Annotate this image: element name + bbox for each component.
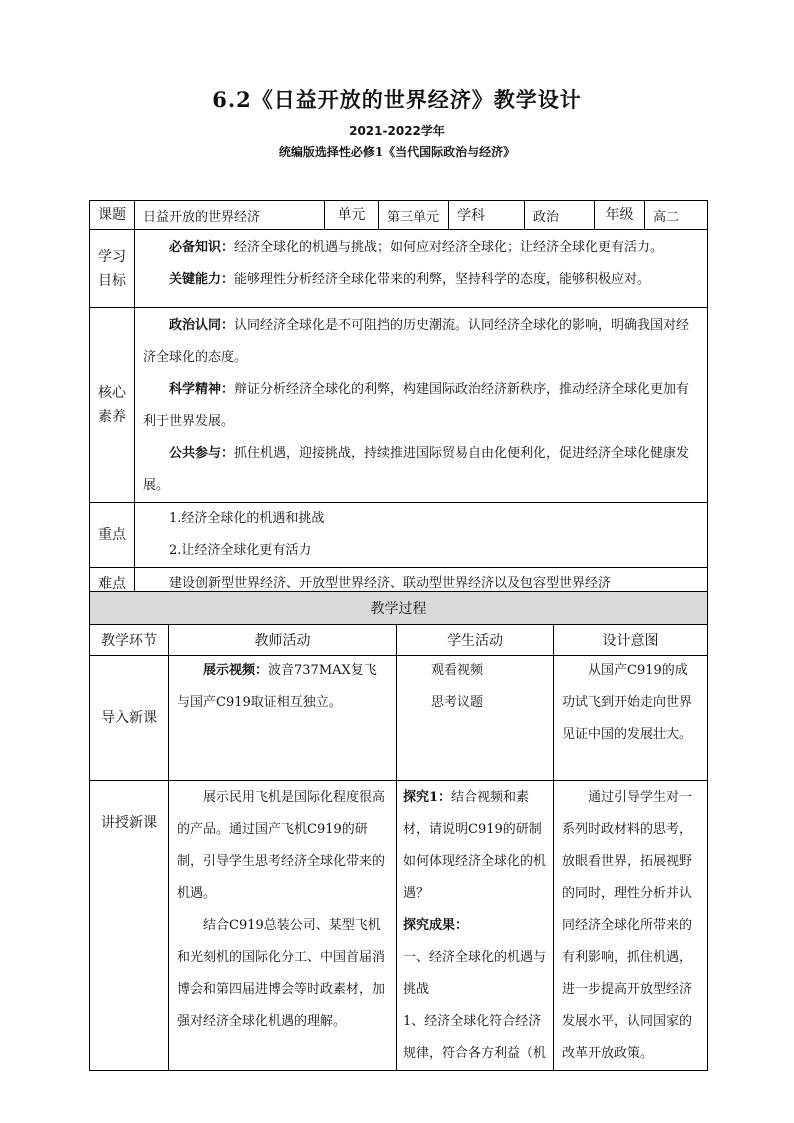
unit-value: 第三单元 — [379, 201, 449, 230]
subject-label: 学科 — [449, 201, 525, 230]
intent-new — [554, 781, 708, 1071]
focus-item-1: 1.经济全球化的机遇和挑战 — [169, 511, 325, 526]
col-student-header: 学生活动 — [397, 625, 554, 656]
student-new-question — [397, 781, 553, 910]
literacy-p1 — [135, 310, 707, 374]
literacy-label-line2: 素养 — [98, 409, 126, 425]
difficulty-label: 难点 — [90, 568, 135, 601]
focus-content — [135, 503, 708, 568]
ability-text: 能够理性分析经济全球化带来的利弊，坚持科学的态度，能够积极应对。 — [234, 272, 651, 287]
course-value: 日益开放的世界经济 — [135, 201, 325, 230]
knowledge-key: 必备知识： — [169, 240, 235, 255]
subject-value: 政治 — [525, 201, 595, 230]
literacy-p1-key: 政治认同： — [169, 318, 235, 333]
literacy-p2-text: 辩证分析经济全球化的利弊，构建国际政治经济新秩序，推动经济全球化更加有利于世界发展。 — [143, 382, 690, 429]
literacy-label-line1: 核心 — [98, 385, 126, 401]
goals-label-line1: 学习 — [98, 248, 126, 265]
teacher-intro-content: 波音737MAX复飞与国产C919取证相互独立。 — [177, 663, 377, 710]
stage-new-lesson: 讲授新课 — [90, 781, 169, 1071]
process-section-title: 教学过程 — [90, 592, 708, 625]
student-new-result-1: 一、经济全球化的机遇与挑战 — [403, 950, 547, 997]
literacy-content — [135, 308, 708, 503]
unit-label: 单元 — [325, 201, 379, 230]
knowledge-text: 经济全球化的机遇与挑战；如何应对经济全球化；让经济全球化更有活力。 — [234, 240, 664, 255]
student-result-key: 探究成果： — [403, 918, 469, 933]
student-new-result-title — [397, 910, 553, 942]
student-intro-line1: 观看视频 — [431, 663, 484, 678]
goals-label-line2: 目标 — [98, 272, 126, 289]
teacher-new-p2: 结合C919总装公司、某型飞机和光刻机的国际化分工、中国首届消博会和第四届进博会等时政素材，加强对经济全球化机遇的理解。 — [177, 918, 386, 1029]
difficulty-text: 建设创新型世界经济、开放型世界经济、联动型世界经济以及包容型世界经济 — [135, 568, 708, 601]
intent-intro-text: 从国产C919的成功试飞到开始走向世界见证中国的发展壮大。 — [562, 663, 693, 742]
goals-content — [135, 230, 708, 308]
grade-value: 高二 — [645, 201, 708, 230]
intent-intro — [554, 656, 708, 781]
teacher-activity-intro — [169, 656, 397, 781]
goals-knowledge — [135, 232, 707, 264]
col-teacher-header: 教师活动 — [169, 625, 397, 656]
intent-new-text: 通过引导学生对一系列时政材料的思考，放眼看世界，拓展视野的同时，理性分析并认同经济全球化所带来的有利影响，抓住机遇，进一步提高开放型经济发展水平，认同国家的改革开放政策。 — [562, 790, 693, 1061]
ability-key: 关键能力： — [169, 272, 235, 287]
document-title: 6.2《日益开放的世界经济》教学设计 — [212, 87, 582, 112]
student-activity-intro — [397, 656, 554, 781]
literacy-p2-key: 科学精神： — [169, 382, 235, 397]
col-intent-header: 设计意图 — [554, 625, 708, 656]
focus-item-2: 2.让经济全球化更有活力 — [169, 543, 312, 558]
teacher-intro-key: 展示视频： — [203, 663, 269, 678]
course-label: 课题 — [90, 201, 135, 230]
textbook-name: 统编版选择性必修1《当代国际政治与经济》 — [278, 145, 516, 159]
student-intro-line2: 思考议题 — [431, 695, 484, 710]
focus-label: 重点 — [90, 503, 135, 568]
goals-label — [90, 230, 135, 308]
teaching-process-table — [89, 591, 708, 1071]
literacy-p1-text: 认同经济全球化是不可阻挡的历史潮流。认同经济全球化的影响，明确我国对经济全球化的态度。 — [143, 318, 690, 365]
grade-label: 年级 — [595, 201, 645, 230]
teacher-activity-new — [169, 781, 397, 1071]
teacher-intro-text — [169, 655, 396, 719]
stage-intro: 导入新课 — [90, 656, 169, 781]
teacher-new-p1: 展示民用飞机是国际化程度很高的产品。通过国产飞机C919的研制，引导学生思考经济全球化带来的机遇。 — [177, 790, 386, 901]
lesson-info-table — [89, 200, 708, 601]
literacy-label — [90, 308, 135, 503]
literacy-p3 — [135, 438, 707, 502]
student-question-text: 结合视频和素材，请说明C919的研制如何体现经济全球化的机遇？ — [403, 790, 547, 901]
student-new-result-2: 1、经济全球化符合经济规律，符合各方利益（机 — [403, 1014, 547, 1061]
student-question-key: 探究1： — [403, 790, 452, 805]
literacy-p3-key: 公共参与： — [169, 446, 235, 461]
literacy-p3-text: 抓住机遇，迎接挑战，持续推进国际贸易自由化便利化，促进经济全球化健康发展。 — [143, 446, 690, 493]
goals-ability — [135, 264, 707, 296]
literacy-p2 — [135, 374, 707, 438]
school-year: 2021-2022学年 — [349, 124, 445, 138]
col-stage-header: 教学环节 — [90, 625, 169, 656]
student-activity-new — [397, 781, 554, 1071]
